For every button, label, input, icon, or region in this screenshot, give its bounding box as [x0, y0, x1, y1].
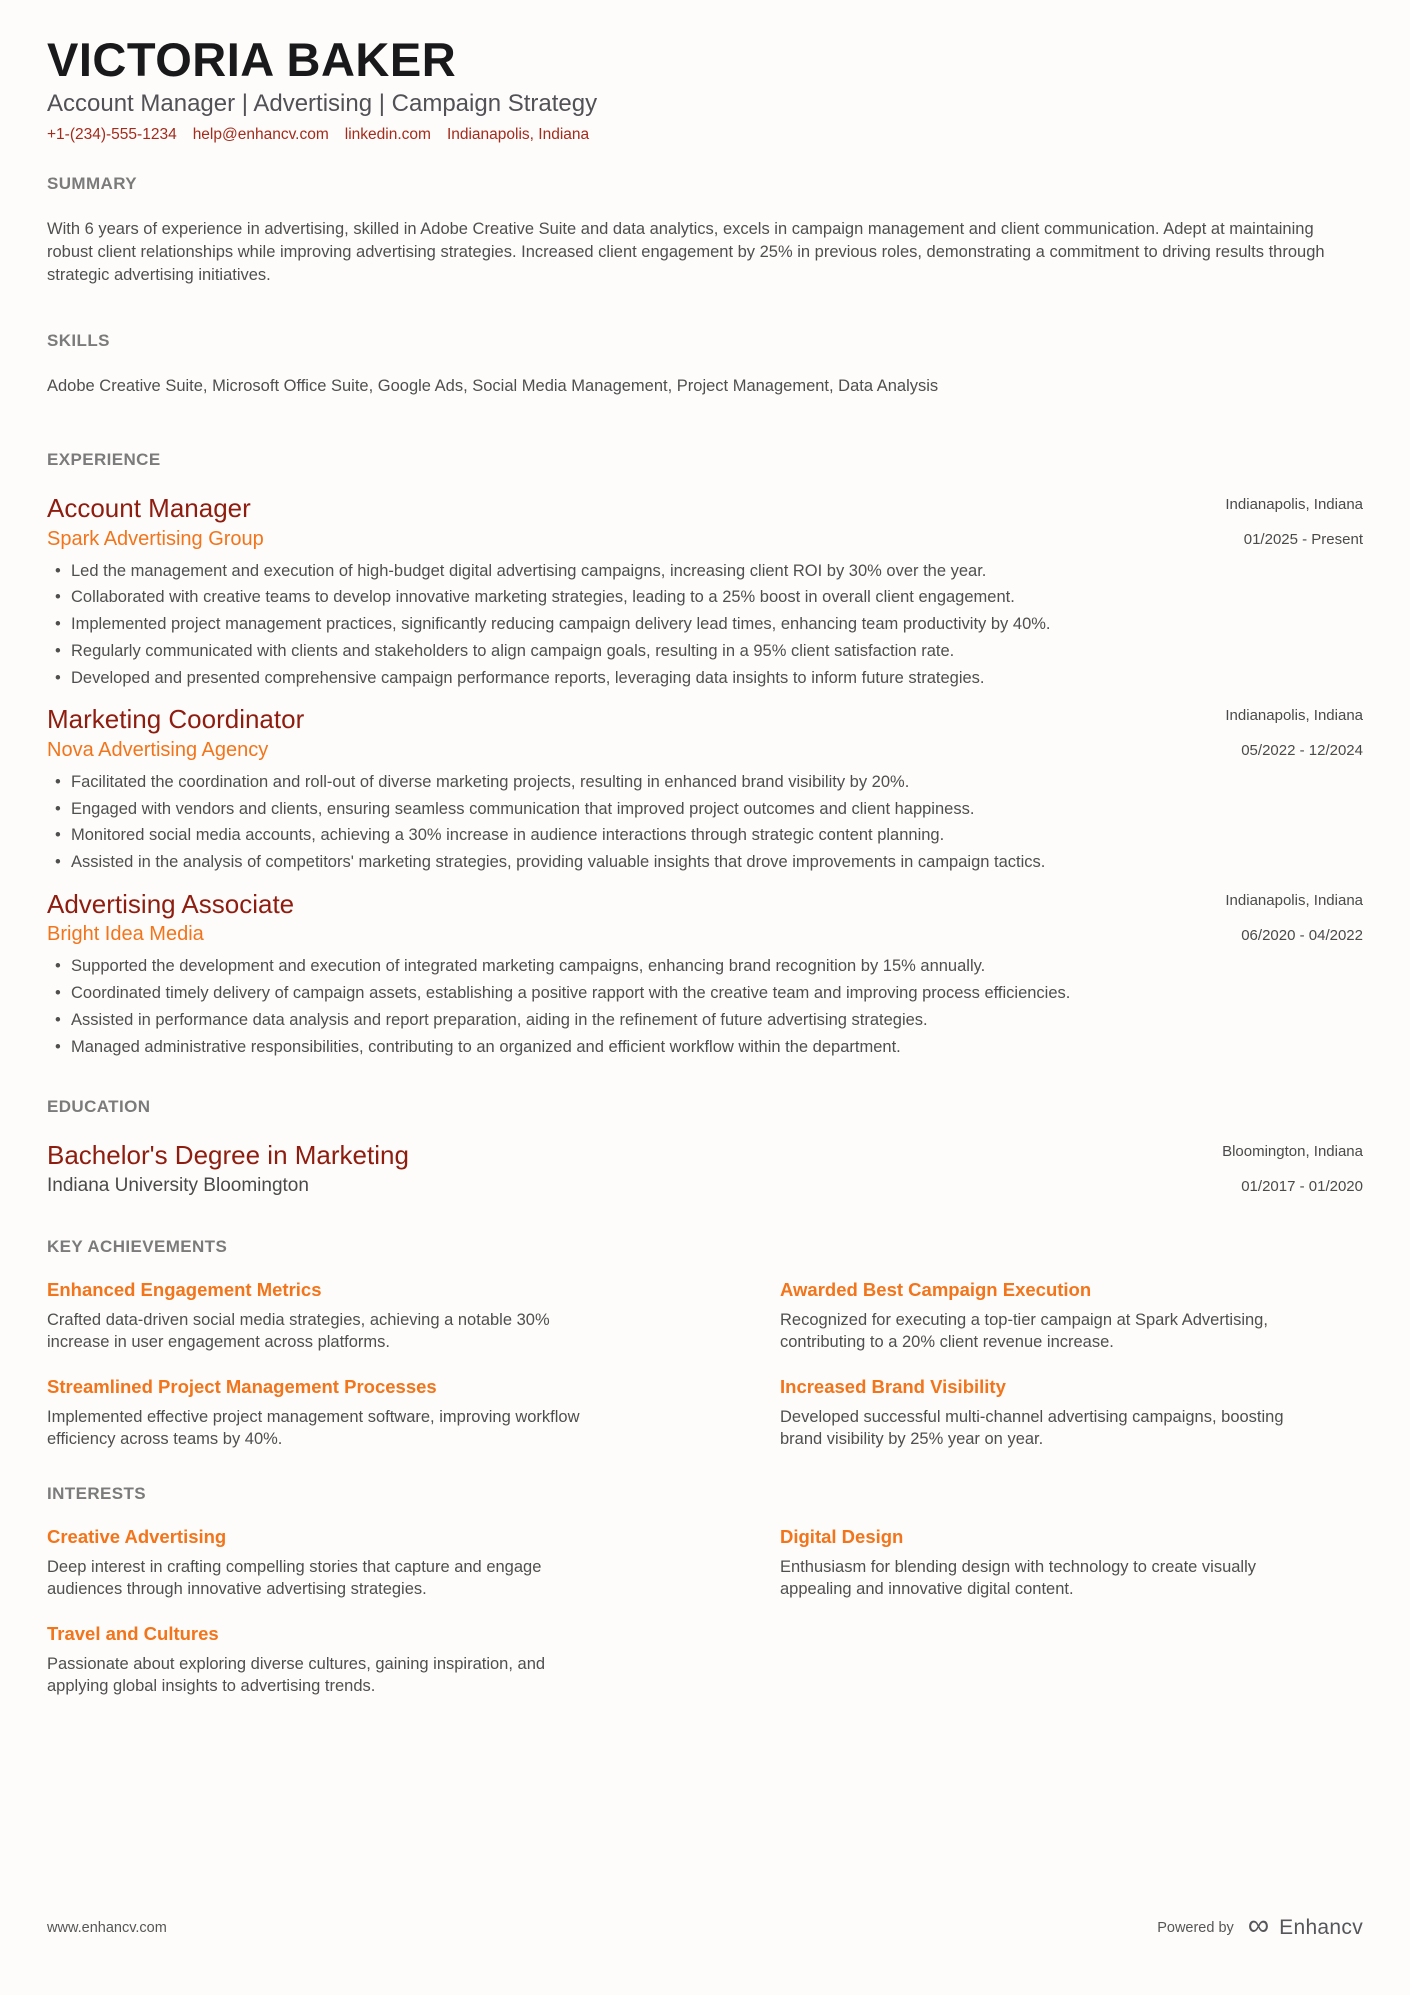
- job-location: Indianapolis, Indiana: [1225, 707, 1363, 725]
- achievement-title: Increased Brand Visibility: [780, 1375, 1006, 1397]
- page-footer: [47, 1909, 1363, 1943]
- education-school: Indiana University Bloomington: [47, 1175, 309, 1197]
- job-dates: 06/2020 - 04/2022: [1241, 926, 1363, 944]
- job-company: Bright Idea Media: [47, 923, 204, 946]
- job-bullet: • Collaborated with creative teams to develop innovative marketing strategies, leading to a 25% boost in overall client engagement.: [71, 587, 1363, 609]
- job-bullet: • Coordinated timely delivery of campaign assets, establishing a positive rapport with the creative team and improving process efficiencies.: [71, 983, 1363, 1005]
- powered-by-label: Powered by: [1157, 1920, 1234, 1936]
- job-bullets: [47, 772, 1363, 874]
- job-meta: [1225, 703, 1363, 760]
- footer-site-link[interactable]: www.enhancv.com: [47, 1920, 167, 1936]
- job-title: Account Manager: [47, 493, 251, 524]
- achievement-text: Recognized for executing a top-tier campaign at Spark Advertising, contributing to a 20% client revenue increase.: [780, 1311, 1268, 1352]
- summary-section: [47, 174, 1363, 287]
- job-title: Marketing Coordinator: [47, 704, 305, 735]
- interest-item: [780, 1526, 1363, 1601]
- experience-heading: EXPERIENCE: [47, 450, 161, 470]
- job-entry: [47, 888, 1363, 1059]
- skills-heading: SKILLS: [47, 330, 110, 350]
- achievement-title: Enhanced Engagement Metrics: [47, 1279, 322, 1301]
- summary-text: With 6 years of experience in advertising, skilled in Adobe Creative Suite and data analytics, excels in campaign management and client communication. Adept at maintaining robust client relationships while improving advertising strategies. Increased client engagement by 25% in previous roles, demonstrating a commitment to driving results through strategic advertising initiatives.: [47, 219, 1325, 284]
- job-header: [47, 703, 1363, 762]
- job-company: Nova Advertising Agency: [47, 738, 269, 761]
- job-bullet: • Monitored social media accounts, achieving a 30% increase in audience interactions through strategic content planning.: [71, 825, 1363, 847]
- education-dates: 01/2017 - 01/2020: [1241, 1177, 1363, 1195]
- job-bullet: • Regularly communicated with clients and stakeholders to align campaign goals, resulting in a 95% client satisfaction rate.: [71, 641, 1363, 663]
- interest-title: Travel and Cultures: [47, 1622, 219, 1644]
- achievement-title: Streamlined Project Management Processes: [47, 1375, 437, 1397]
- job-bullet: • Assisted in the analysis of competitors' marketing strategies, providing valuable insights that drove improvements in campaign tactics.: [71, 852, 1363, 874]
- interests-heading: INTERESTS: [47, 1484, 147, 1504]
- achievement-item: [780, 1376, 1363, 1451]
- job-bullet: • Developed and presented comprehensive campaign performance reports, leveraging data insights to inform future strategies.: [71, 668, 1363, 690]
- headline: Account Manager | Advertising | Campaign Strategy: [47, 89, 598, 117]
- contact-phone[interactable]: +1-(234)-555-1234: [47, 125, 177, 143]
- person-name: VICTORIA BAKER: [47, 33, 457, 86]
- education-entry: [47, 1139, 1363, 1198]
- job-dates: 01/2025 - Present: [1243, 531, 1363, 549]
- job-meta: [1225, 492, 1363, 549]
- achievement-text: Implemented effective project management software, improving workflow efficiency across teams by 40%.: [47, 1407, 580, 1448]
- job-bullets: [47, 956, 1363, 1058]
- achievements-heading: KEY ACHIEVEMENTS: [47, 1237, 228, 1257]
- achievements-grid: [47, 1279, 1363, 1450]
- interest-item: [47, 1623, 630, 1698]
- footer-brand: [1157, 1909, 1363, 1943]
- achievement-text: Crafted data-driven social media strategies, achieving a notable 30% increase in user engagement across platforms.: [47, 1311, 550, 1352]
- job-entry: [47, 492, 1363, 689]
- job-bullet: • Assisted in performance data analysis and report preparation, aiding in the refinement of future advertising strategies.: [71, 1010, 1363, 1032]
- enhancv-infinity-icon: ∞: [1247, 1909, 1270, 1942]
- interest-title: Creative Advertising: [47, 1526, 227, 1548]
- contact-website-link[interactable]: linkedin.com: [344, 125, 431, 143]
- education-degree: Bachelor's Degree in Marketing: [47, 1139, 409, 1170]
- job-header: [47, 492, 1363, 551]
- contact-row: [47, 126, 1363, 144]
- achievement-item: [47, 1279, 630, 1354]
- skills-text: Adobe Creative Suite, Microsoft Office Suite, Google Ads, Social Media Management, Project Management, Data Analysis: [47, 376, 939, 395]
- job-entry: [47, 703, 1363, 874]
- contact-email[interactable]: help@enhancv.com: [192, 125, 329, 143]
- achievement-text: Developed successful multi-channel advertising campaigns, boosting brand visibility by 25% year on year.: [780, 1407, 1284, 1448]
- education-section: [47, 1097, 1363, 1198]
- enhancv-brand-name[interactable]: Enhancv: [1279, 1916, 1363, 1939]
- job-header: [47, 888, 1363, 947]
- interest-text: Passionate about exploring diverse cultures, gaining inspiration, and applying global insights to advertising trends.: [47, 1654, 546, 1695]
- achievement-item: [780, 1279, 1363, 1354]
- achievement-item: [47, 1376, 630, 1451]
- job-company: Spark Advertising Group: [47, 527, 264, 550]
- interest-item: [47, 1526, 630, 1601]
- interest-text: Deep interest in crafting compelling stories that capture and engage audiences through innovative advertising strategies.: [47, 1558, 542, 1599]
- experience-section: [47, 450, 1363, 1058]
- achievement-title: Awarded Best Campaign Execution: [780, 1279, 1092, 1301]
- job-bullet: • Engaged with vendors and clients, ensuring seamless communication that improved project outcomes and client happiness.: [71, 799, 1363, 821]
- summary-heading: SUMMARY: [47, 173, 137, 193]
- job-meta: [1225, 888, 1363, 945]
- skills-section: [47, 331, 1363, 398]
- resume-header: [47, 34, 1363, 144]
- education-location: Bloomington, Indiana: [1222, 1142, 1363, 1160]
- interests-section: [47, 1484, 1363, 1697]
- education-heading: EDUCATION: [47, 1096, 151, 1116]
- job-location: Indianapolis, Indiana: [1225, 496, 1363, 514]
- education-meta: [1222, 1139, 1363, 1196]
- job-bullet: • Facilitated the coordination and roll-out of diverse marketing projects, resulting in enhanced brand visibility by 20%.: [71, 772, 1363, 794]
- job-dates: 05/2022 - 12/2024: [1241, 742, 1363, 760]
- job-bullet: • Supported the development and execution of integrated marketing campaigns, enhancing brand recognition by 15% annually.: [71, 956, 1363, 978]
- contact-location: Indianapolis, Indiana: [446, 125, 590, 143]
- achievements-section: [47, 1237, 1363, 1450]
- job-location: Indianapolis, Indiana: [1225, 891, 1363, 909]
- job-bullet: • Managed administrative responsibilities, contributing to an organized and efficient workflow within the department.: [71, 1037, 1363, 1059]
- interest-text: Enthusiasm for blending design with technology to create visually appealing and innovative digital content.: [780, 1558, 1257, 1599]
- interest-title: Digital Design: [780, 1526, 904, 1548]
- job-bullet: • Led the management and execution of high-budget digital advertising campaigns, increasing client ROI by 30% over the year.: [71, 561, 1363, 583]
- job-bullet: • Implemented project management practices, significantly reducing campaign delivery lead times, enhancing team productivity by 40%.: [71, 614, 1363, 636]
- job-bullets: [47, 561, 1363, 690]
- interests-grid: [47, 1526, 1363, 1697]
- job-title: Advertising Associate: [47, 888, 295, 919]
